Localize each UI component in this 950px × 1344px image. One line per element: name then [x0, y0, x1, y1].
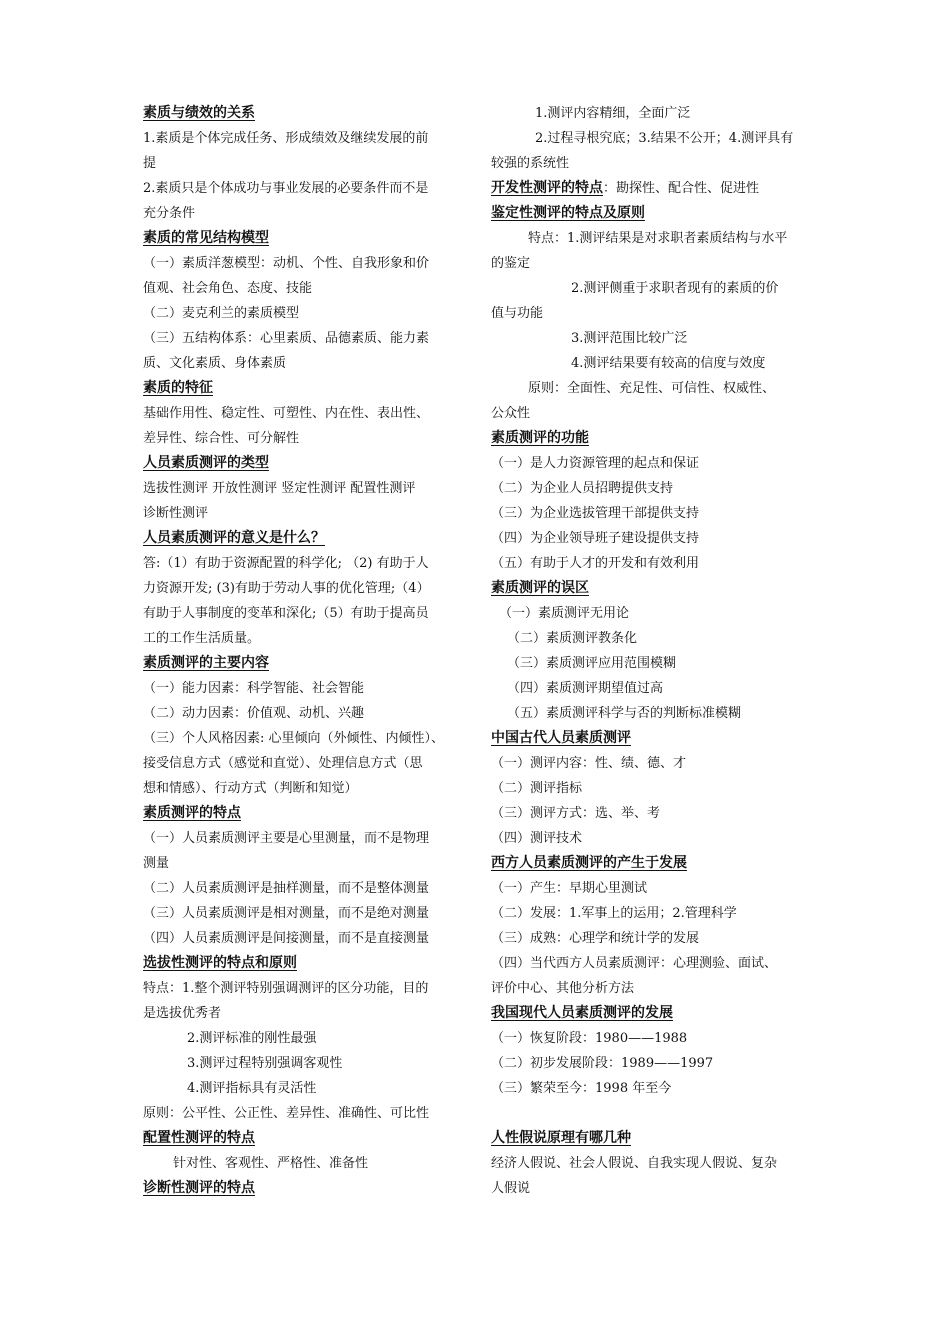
text-line: 特点：1.测评结果是对求职者素质结构与水平 [528, 231, 788, 246]
text-line: 针对性、客观性、严格性、准备性 [173, 1156, 369, 1171]
text-line: 公众性 [491, 406, 531, 421]
text-line: （三）测评方式：选、举、考 [491, 806, 661, 821]
text-line: （二）初步发展阶段：1989——1997 [491, 1056, 714, 1071]
section-heading: 素质的常见结构模型 [143, 230, 269, 246]
text-line: 原则：公平性、公正性、差异性、准确性、可比性 [143, 1106, 430, 1121]
section-heading: 素质测评的误区 [491, 580, 589, 596]
text-line: 原则：全面性、充足性、可信性、权威性、 [528, 381, 776, 396]
text-line: 选拔性测评 开放性测评 竖定性测评 配置性测评 [143, 481, 416, 496]
text-line: （一）产生：早期心里测试 [491, 881, 648, 896]
text-line: 值观、社会角色、态度、技能 [143, 281, 313, 296]
text-line: （一）测评内容：性、绩、德、才 [491, 756, 687, 771]
text-line: 1.素质是个体完成任务、形成绩效及继续发展的前 [143, 131, 429, 146]
section-heading: 鉴定性测评的特点及原则 [491, 205, 645, 221]
section-heading: 开发性测评的特点：勘探性、配合性、促进性 [491, 180, 760, 196]
text-line: 想和情感）、行动方式（判断和知觉） [143, 781, 358, 796]
spacer [491, 1101, 813, 1126]
section-heading: 人性假说原理有哪几种 [491, 1130, 631, 1146]
text-line: 诊断性测评 [143, 506, 209, 521]
text-line: （二）动力因素：价值观、动机、兴趣 [143, 706, 365, 721]
text-line: 值与功能 [491, 306, 544, 321]
text-line: （三）繁荣至今：1998 年至今 [491, 1081, 672, 1096]
text-line: 3.测评过程特别强调客观性 [187, 1056, 343, 1071]
text-line: （三）为企业选拔管理干部提供支持 [491, 506, 700, 521]
text-line: （三）人员素质测评是相对测量，而不是绝对测量 [143, 906, 430, 921]
text-line: 接受信息方式（感觉和直觉）、处理信息方式（思 [143, 756, 423, 771]
section-heading: 我国现代人员素质测评的发展 [491, 1005, 673, 1021]
text-line: 评价中心、其他分析方法 [491, 981, 635, 996]
text-line: 3.测评范围比较广泛 [571, 331, 688, 346]
text-line: 答:（1）有助于资源配置的科学化; （2) 有助于人 [143, 556, 429, 571]
text-line: （四）人员素质测评是间接测量，而不是直接测量 [143, 931, 430, 946]
text-line: 测量 [143, 856, 170, 871]
section-heading: 素质测评的功能 [491, 430, 589, 446]
text-line: 工的工作生活质量。 [143, 631, 261, 646]
text-line: （三）成熟：心理学和统计学的发展 [491, 931, 700, 946]
text-line: （二）发展：1.军事上的运用；2.管理科学 [491, 906, 737, 921]
text-line: （一）恢复阶段：1980——1988 [491, 1031, 688, 1046]
text-line: 充分条件 [143, 206, 196, 221]
text-line: （四）测评技术 [491, 831, 583, 846]
section-heading: 西方人员素质测评的产生于发展 [491, 855, 687, 871]
section-heading: 素质的特征 [143, 380, 213, 396]
text-line: （二）素质测评教条化 [507, 631, 638, 646]
text-line: （二）测评指标 [491, 781, 583, 796]
text-line: 差异性、综合性、可分解性 [143, 431, 300, 446]
text-line: 2.过程寻根究底；3.结果不公开；4.测评具有 [535, 131, 794, 146]
text-line: 4.测评指标具有灵活性 [187, 1081, 317, 1096]
text-line: （三）五结构体系：心里素质、品德素质、能力素 [143, 331, 430, 346]
section-heading: 素质测评的特点 [143, 805, 241, 821]
text-line: 特点：1.整个测评特别强调测评的区分功能，目的 [143, 981, 429, 996]
right-column [491, 101, 813, 1201]
text-line: 基础作用性、稳定性、可塑性、内在性、表出性、 [143, 406, 430, 421]
text-line: 有助于人事制度的变革和深化;（5）有助于提高员 [143, 606, 429, 621]
left-column [143, 101, 465, 1201]
text-line: （五）素质测评科学与否的判断标准模糊 [507, 706, 742, 721]
text-line: 力资源开发; (3)有助于劳动人事的优化管理;（4） [143, 581, 430, 596]
text-line: （四）为企业领导班子建设提供支持 [491, 531, 700, 546]
text-line: 2.测评标准的刚性最强 [187, 1031, 317, 1046]
text-line: 2.素质只是个体成功与事业发展的必要条件而不是 [143, 181, 429, 196]
heading-inline-text: ：勘探性、配合性、促进性 [603, 181, 760, 196]
text-line: （一）能力因素：科学智能、社会智能 [143, 681, 365, 696]
text-line: （一）是人力资源管理的起点和保证 [491, 456, 700, 471]
text-line: 1.测评内容精细，全面广泛 [535, 106, 691, 121]
section-heading: 素质与绩效的关系 [143, 105, 255, 121]
text-line: （三）个人风格因素: 心里倾向（外倾性、内倾性）、 [143, 731, 445, 746]
section-heading: 中国古代人员素质测评 [491, 730, 631, 746]
text-line: 的鉴定 [491, 256, 531, 271]
text-line: （三）素质测评应用范围模糊 [507, 656, 677, 671]
section-heading: 诊断性测评的特点 [143, 1180, 255, 1196]
section-heading: 人员素质测评的类型 [143, 455, 269, 471]
text-line: （五）有助于人才的开发和有效利用 [491, 556, 700, 571]
section-heading: 人员素质测评的意义是什么？ [143, 530, 325, 546]
text-line: 人假说 [491, 1181, 531, 1196]
section-heading: 选拔性测评的特点和原则 [143, 955, 297, 971]
text-line: 经济人假说、社会人假说、自我实现人假说、复杂 [491, 1156, 778, 1171]
text-line: （一）素质测评无用论 [499, 606, 630, 621]
section-heading: 配置性测评的特点 [143, 1130, 255, 1146]
text-line: 2.测评侧重于求职者现有的素质的价 [571, 281, 779, 296]
text-line: （四）素质测评期望值过高 [507, 681, 664, 696]
text-line: （一）人员素质测评主要是心里测量，而不是物理 [143, 831, 430, 846]
text-line: （四）当代西方人员素质测评：心理测验、面试、 [491, 956, 778, 971]
section-heading: 素质测评的主要内容 [143, 655, 269, 671]
text-line: （二）人员素质测评是抽样测量，而不是整体测量 [143, 881, 430, 896]
text-line: （一）素质洋葱模型：动机、个性、自我形象和价 [143, 256, 430, 271]
text-line: 4.测评结果要有较高的信度与效度 [571, 356, 766, 371]
text-line: 提 [143, 156, 157, 171]
text-line: （二）为企业人员招聘提供支持 [491, 481, 674, 496]
text-line: 是选拔优秀者 [143, 1006, 222, 1021]
text-line: （二）麦克利兰的素质模型 [143, 306, 300, 321]
text-line: 较强的系统性 [491, 156, 570, 171]
text-line: 质、文化素质、身体素质 [143, 356, 287, 371]
